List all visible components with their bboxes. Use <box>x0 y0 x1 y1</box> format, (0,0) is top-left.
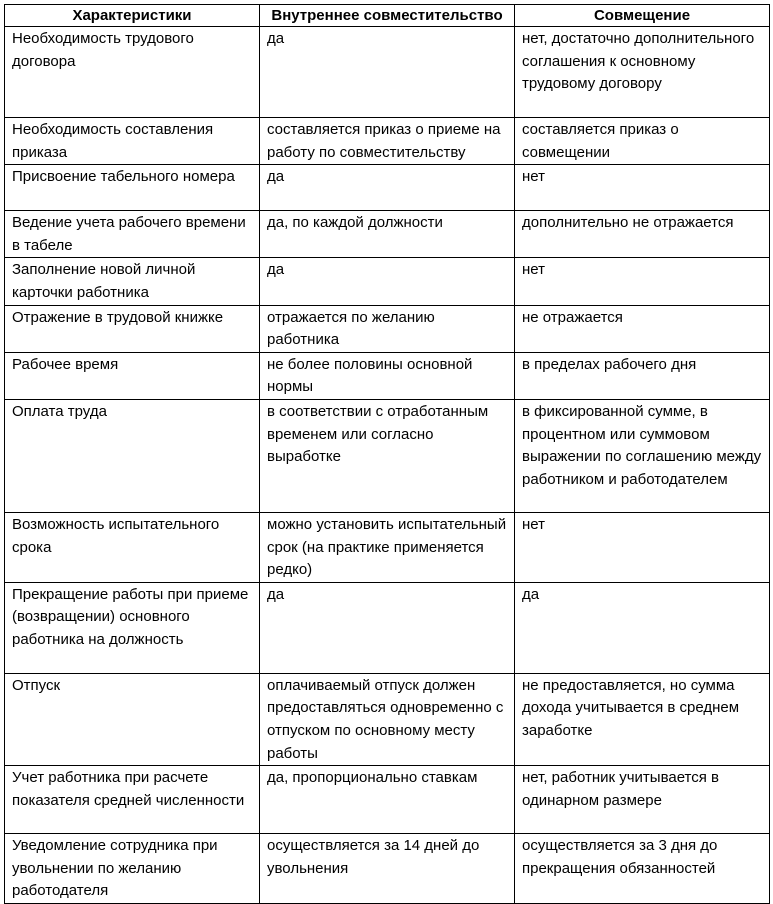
table-header-row <box>5 5 770 27</box>
cell-characteristic: Присвоение табельного номера <box>5 165 260 211</box>
header-internal-part-time: Внутреннее совместительство <box>260 5 515 27</box>
table-row <box>5 582 770 673</box>
cell-internal: оплачиваемый отпуск должен предоставляться одновременно с отпуском по основному месту работы <box>260 673 515 765</box>
table-row <box>5 512 770 582</box>
table-row <box>5 305 770 352</box>
cell-combination: в фиксированной сумме, в процентном или суммовом выражении по соглашению между работником и работодателем <box>515 399 770 512</box>
cell-internal: да <box>260 258 515 305</box>
header-characteristics: Характеристики <box>5 5 260 27</box>
cell-characteristic: Прекращение работы при приеме (возвращении) основного работника на должность <box>5 582 260 673</box>
table-row <box>5 766 770 834</box>
cell-internal: осуществляется за 14 дней до увольнения <box>260 834 515 904</box>
cell-internal: составляется приказ о приеме на работу по совместительству <box>260 118 515 165</box>
cell-combination: нет <box>515 165 770 211</box>
cell-internal: да <box>260 582 515 673</box>
table-row <box>5 165 770 211</box>
cell-characteristic: Учет работника при расчете показателя средней численности <box>5 766 260 834</box>
table-row <box>5 673 770 765</box>
cell-internal: можно установить испытательный срок (на практике применяется редко) <box>260 512 515 582</box>
cell-characteristic: Отражение в трудовой книжке <box>5 305 260 352</box>
cell-characteristic: Возможность испытательного срока <box>5 512 260 582</box>
cell-internal: не более половины основной нормы <box>260 352 515 399</box>
header-combination: Совмещение <box>515 5 770 27</box>
table-row <box>5 258 770 305</box>
table-row <box>5 834 770 904</box>
table-row <box>5 211 770 258</box>
cell-combination: осуществляется за 3 дня до прекращения обязанностей <box>515 834 770 904</box>
comparison-table <box>4 4 770 904</box>
table-row <box>5 352 770 399</box>
cell-combination: нет, работник учитывается в одинарном размере <box>515 766 770 834</box>
cell-internal: да <box>260 165 515 211</box>
table-row <box>5 118 770 165</box>
cell-combination: нет <box>515 258 770 305</box>
cell-combination: не предоставляется, но сумма дохода учитывается в среднем заработке <box>515 673 770 765</box>
cell-combination: в пределах рабочего дня <box>515 352 770 399</box>
cell-internal: отражается по желанию работника <box>260 305 515 352</box>
cell-internal: да, по каждой должности <box>260 211 515 258</box>
cell-combination: да <box>515 582 770 673</box>
table-row <box>5 27 770 118</box>
cell-characteristic: Отпуск <box>5 673 260 765</box>
cell-characteristic: Заполнение новой личной карточки работника <box>5 258 260 305</box>
cell-characteristic: Оплата труда <box>5 399 260 512</box>
cell-characteristic: Необходимость трудового договора <box>5 27 260 118</box>
cell-characteristic: Необходимость составления приказа <box>5 118 260 165</box>
cell-internal: да <box>260 27 515 118</box>
cell-internal: да, пропорционально ставкам <box>260 766 515 834</box>
cell-characteristic: Уведомление сотрудника при увольнении по желанию работодателя <box>5 834 260 904</box>
cell-internal: в соответствии с отработанным временем или согласно выработке <box>260 399 515 512</box>
cell-combination: дополнительно не отражается <box>515 211 770 258</box>
cell-combination: не отражается <box>515 305 770 352</box>
cell-characteristic: Ведение учета рабочего времени в табеле <box>5 211 260 258</box>
cell-combination: нет <box>515 512 770 582</box>
table-row <box>5 399 770 512</box>
cell-combination: составляется приказ о совмещении <box>515 118 770 165</box>
cell-characteristic: Рабочее время <box>5 352 260 399</box>
cell-combination: нет, достаточно дополнительного соглашения к основному трудовому договору <box>515 27 770 118</box>
